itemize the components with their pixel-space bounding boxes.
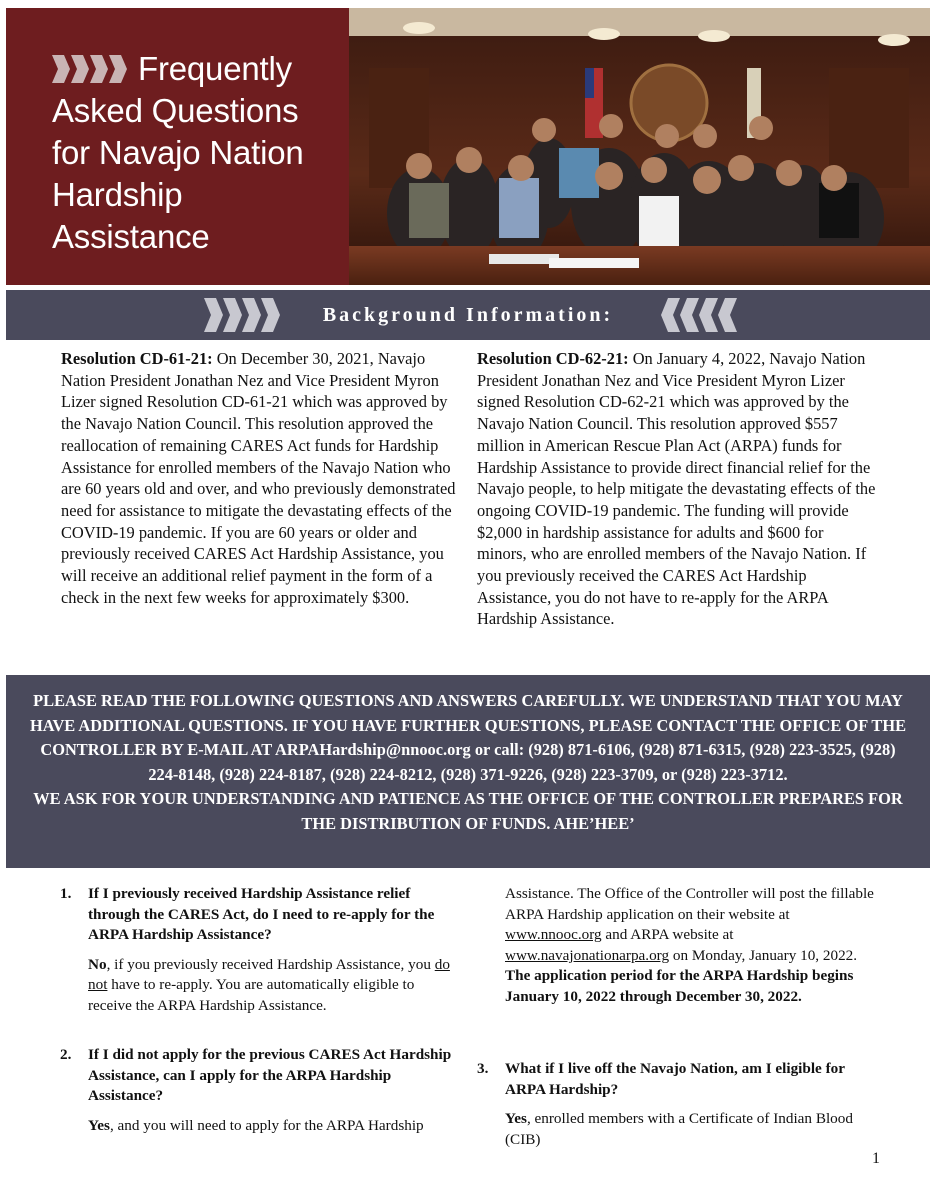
faq-question: What if I live off the Navajo Nation, am I eligible for ARPA Hardship? xyxy=(505,1060,845,1098)
answer-lead: Yes xyxy=(505,1110,527,1128)
faq-item-1 xyxy=(60,884,460,1017)
resolution-text: On December 30, 2021, Navajo Nation President Jonathan Nez and Vice President Myron Lizer signed Resolution CD-61-21 which was approved by the Navajo Nation Council. This resolution approved the reallocation of remaining CARES Act funds for Hardship Assistance for enrolled members of the Navajo Nation who are 60 years old and over, and who previously demonstrated need for assistance to mitigate the devastating effects of the COVID-19 pandemic. If you are 60 years or older and previously received CARES Act Hardship Assistance, you will receive an additional relief payment in the form of a check in the next few weeks for approximately $300. xyxy=(61,349,456,607)
resolution-text: On January 4, 2022, Navajo Nation President Jonathan Nez and Vice President Myron Lizer signed Resolution CD-62-21 which was approved by the Navajo Nation Council. This resolution approved $557 million in American Rescue Plan Act (ARPA) funds for Hardship Assistance to provide direct financial relief for the Navajo people, to help mitigate the devastating effects of the ongoing COVID-19 pandemic. The funding will provide $2,000 in hardship assistance for adults and $600 for minors, who are enrolled members of the Navajo Nation. If you previously received the CARES Act Hardship Assistance, you do not have to re-apply for the ARPA Hardship Assistance. xyxy=(477,349,876,629)
faq-number: 1. xyxy=(60,885,72,902)
answer-text: , and you will need to apply for the ARPA Hardship xyxy=(109,1116,424,1134)
notice-box xyxy=(6,675,930,868)
title-panel xyxy=(6,8,349,285)
title-line-5: Assistance xyxy=(52,218,210,255)
council-photo-image xyxy=(349,8,930,285)
answer-text: on Monday, January 10, 2022. xyxy=(669,946,858,964)
resolution-cd-61-21 xyxy=(61,348,461,608)
notice-patience-text: WE ASK FOR YOUR UNDERSTANDING AND PATIENCE AS THE OFFICE OF THE CONTROLLER PREPARES FOR THE DISTRIBUTION OF FUNDS. AHE’HEE’ xyxy=(33,789,903,833)
faq-item-2 xyxy=(60,1045,460,1136)
answer-lead: No xyxy=(88,955,107,973)
faq-item-2-continued xyxy=(505,884,877,1008)
resolution-cd-62-21 xyxy=(477,348,877,630)
chevrons-left-icon xyxy=(661,298,737,332)
answer-text: , if you previously received Hardship Assistance, you xyxy=(106,955,435,973)
title-line-4: Hardship xyxy=(52,176,183,213)
application-period-text: The application period for the ARPA Hardship begins January 10, 2022 through December 30, 2022. xyxy=(505,967,854,1005)
answer-underline: do not xyxy=(88,955,450,994)
chevrons-right-icon xyxy=(52,55,128,83)
nnooc-website-link[interactable]: www.nnooc.org xyxy=(505,926,602,944)
background-info-bar xyxy=(6,290,930,340)
notice-contact-text: PLEASE READ THE FOLLOWING QUESTIONS AND ANSWERS CAREFULLY. WE UNDERSTAND THAT YOU MAY HAVE ADDITIONAL QUESTIONS. IF YOU HAVE FURTHER QUESTIONS, PLEASE CONTACT THE OFFICE OF THE CONTROLLER BY E-MAIL AT ARPAHardship@nnooc.org or call: (928) 871-6106, (928) 871-6315, (928) 223-3525, (928) 224-8148, (928) 224-8187, (928) 224-8212, (928) 371-9226, (928) 223-3709, or (928) 223-3712. xyxy=(29,691,907,784)
faq-answer xyxy=(505,1109,885,1150)
arpa-website-link[interactable]: www.navajonationarpa.org xyxy=(505,946,670,964)
page-number: 1 xyxy=(872,1150,880,1167)
background-info-title: Background Information: xyxy=(322,303,614,326)
title-line-1: Frequently xyxy=(138,50,292,87)
title-line-2: Asked Questions xyxy=(52,92,299,129)
faq-number: 2. xyxy=(60,1046,72,1063)
faq-item-3 xyxy=(477,1059,885,1150)
faq-answer xyxy=(88,1116,460,1137)
answer-text: Assistance. The Office of the Controller will post the fillable ARPA Hardship application on their website at xyxy=(505,885,874,923)
answer-text: have to re-apply. You are automatically eligible to receive the ARPA Hardship Assistance. xyxy=(88,976,415,1014)
title-line-3: for Navajo Nation xyxy=(52,134,304,171)
faq-answer xyxy=(88,955,460,1017)
answer-text: and ARPA website at xyxy=(601,926,734,944)
group-photo xyxy=(349,8,930,285)
resolution-label: Resolution CD-61-21: xyxy=(61,349,213,368)
answer-lead: Yes xyxy=(88,1116,110,1134)
chevrons-right-icon xyxy=(204,298,280,332)
page-title xyxy=(52,48,339,258)
faq-question: If I previously received Hardship Assistance relief through the CARES Act, do I need to re-apply for the ARPA Hardship Assistance? xyxy=(88,885,435,944)
resolution-label: Resolution CD-62-21: xyxy=(477,349,629,368)
faq-question: If I did not apply for the previous CARES Act Hardship Assistance, can I apply for the ARPA Hardship Assistance? xyxy=(88,1046,452,1105)
answer-text: , enrolled members with a Certificate of Indian Blood (CIB) xyxy=(505,1110,853,1148)
faq-number: 3. xyxy=(477,1060,489,1077)
